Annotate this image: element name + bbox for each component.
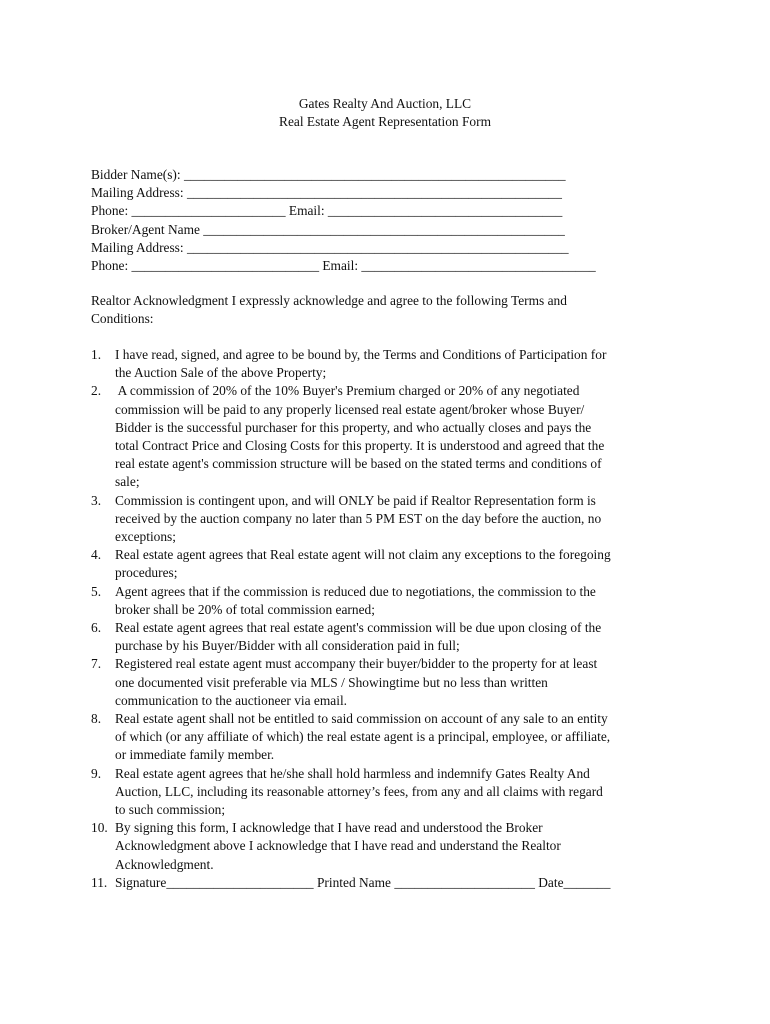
- term-line: Acknowledgment above I acknowledge that I have read and understand the Realtor: [115, 838, 561, 854]
- term-number: 3.: [91, 492, 102, 508]
- acknowledgment-line: Conditions:: [91, 311, 154, 327]
- broker-agent-name-field[interactable]: Broker/Agent Name ______________________________________________________: [91, 221, 565, 237]
- form-header: [0, 95, 770, 131]
- term-item: [91, 546, 681, 582]
- term-line: Registered real estate agent must accompany their buyer/bidder to the property for at least: [115, 656, 598, 672]
- term-line: By signing this form, I acknowledge that I have read and understood the Broker: [115, 820, 543, 836]
- company-name: Gates Realty And Auction, LLC: [298, 96, 472, 111]
- term-number: 2.: [91, 383, 102, 399]
- term-item: [91, 819, 681, 874]
- acknowledgment-line: Realtor Acknowledgment I expressly acknowledge and agree to the following Terms and: [91, 293, 567, 308]
- bidder-names-field[interactable]: Bidder Name(s): _________________________________________________________: [91, 167, 566, 182]
- term-line: Commission is contingent upon, and will ONLY be paid if Realtor Representation form is: [115, 492, 596, 508]
- term-line: one documented visit preferable via MLS / Showingtime but no less than written: [115, 674, 548, 690]
- form-title: Real Estate Agent Representation Form: [279, 114, 491, 130]
- term-line: total Contract Price and Closing Costs for this property. It is understood and agreed that the: [115, 438, 605, 454]
- term-line: communication to the auctioneer via email.: [115, 692, 348, 708]
- term-line: commission will be paid to any properly licensed real estate agent/broker whose Buyer/: [115, 401, 585, 417]
- term-number: 11.: [91, 874, 108, 890]
- bidder-mailing-address-field[interactable]: Mailing Address: ________________________________________________________: [91, 185, 562, 201]
- term-item: [91, 765, 681, 820]
- term-line: procedures;: [115, 565, 178, 581]
- term-item: [91, 382, 681, 491]
- term-line: I have read, signed, and agree to be bound by, the Terms and Conditions of Participation for: [115, 347, 607, 362]
- term-item: [91, 346, 681, 382]
- term-line: Auction, LLC, including its reasonable attorney’s fees, from any and all claims with regard: [115, 783, 603, 799]
- term-line: Real estate agent agrees that real estate agent's commission will be due upon closing of the: [115, 620, 602, 636]
- term-line: real estate agent's commission structure will be based on the stated terms and conditions of: [115, 456, 602, 472]
- term-item: [91, 710, 681, 765]
- term-number: 7.: [91, 656, 102, 672]
- term-line: Agent agrees that if the commission is reduced due to negotiations, the commission to the: [115, 583, 596, 599]
- contact-fields: [91, 166, 681, 275]
- broker-mailing-address-field[interactable]: Mailing Address: _________________________________________________________: [91, 239, 569, 255]
- term-line: Bidder is the successful purchaser for this property, and who actually closes and pays the: [115, 419, 592, 435]
- terms-list: [91, 346, 681, 892]
- term-number: 9.: [91, 765, 102, 781]
- term-line: or immediate family member.: [115, 747, 275, 763]
- term-line: broker shall be 20% of total commission earned;: [115, 601, 375, 617]
- bidder-phone-email-field[interactable]: Phone: _______________________ Email: ___________________________________: [91, 203, 563, 219]
- term-number: 1.: [91, 347, 102, 362]
- term-line: A commission of 20% of the 10% Buyer's Premium charged or 20% of any negotiated: [115, 383, 580, 399]
- term-line: received by the auction company no later than 5 PM EST on the day before the auction, no: [115, 510, 602, 526]
- realtor-acknowledgment: [91, 292, 651, 328]
- term-line: of which (or any affiliate of which) the real estate agent is a principal, employee, or affiliate,: [115, 729, 611, 745]
- term-line: Real estate agent shall not be entitled to said commission on account of any sale to an entity: [115, 711, 608, 727]
- term-item: [91, 619, 681, 655]
- term-number: 8.: [91, 711, 102, 727]
- signature-line[interactable]: Signature______________________ Printed Name _____________________ Date_______: [115, 874, 611, 890]
- term-line: exceptions;: [115, 529, 176, 545]
- broker-phone-email-field[interactable]: Phone: ____________________________ Email: ___________________________________: [91, 257, 596, 273]
- term-line: Acknowledgment.: [115, 856, 214, 872]
- term-number: 10.: [91, 820, 108, 836]
- term-line: to such commission;: [115, 802, 226, 818]
- term-line: sale;: [115, 474, 140, 490]
- term-item: [91, 492, 681, 547]
- term-item: [91, 874, 681, 892]
- term-line: the Auction Sale of the above Property;: [115, 365, 327, 381]
- term-number: 6.: [91, 620, 102, 636]
- term-line: Real estate agent agrees that he/she shall hold harmless and indemnify Gates Realty And: [115, 765, 590, 781]
- term-line: Real estate agent agrees that Real estate agent will not claim any exceptions to the foregoing: [115, 547, 611, 563]
- term-item: [91, 655, 681, 710]
- term-number: 5.: [91, 583, 102, 599]
- term-number: 4.: [91, 547, 102, 563]
- term-item: [91, 583, 681, 619]
- term-line: purchase by his Buyer/Bidder with all consideration paid in full;: [115, 638, 460, 654]
